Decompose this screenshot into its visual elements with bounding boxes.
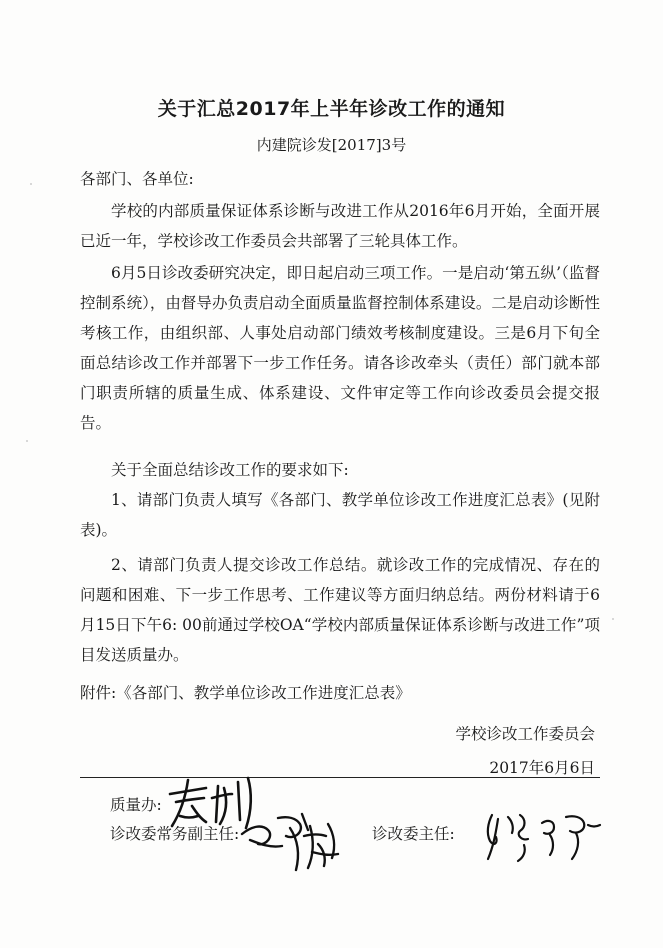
paragraph-requirement-2: 2、请部门负责人提交诊改工作总结。就诊改工作的完成情况、存在的问题和困难、下一步工作思考、工作建议等方面归纳总结。两份材料请于6月15日下午6: 00前通过学校OA“学校内部质量保证体系诊断与改进工作”项目发送质量办。 xyxy=(80,556,600,664)
document-title: 关于汇总2017年上半年诊改工作的通知 xyxy=(157,98,506,120)
scan-speck xyxy=(612,618,614,620)
attachment-line: 附件:《各部门、教学单位诊改工作进度汇总表》 xyxy=(80,684,411,702)
paragraph-decision: 6月5日诊改委研究决定，即日起启动三项工作。一是启动‘第五纵’（监督控制系统），由督导办负责启动全面质量监督控制体系建设。二是启动诊断性考核工作，由组织部、人事处启动部门绩效考核制度建设。三是6月下旬全面总结诊改工作并部署下一步工作任务。请各诊改牵头（责任）部门就本部门职责所辖的质量生成、体系建设、文件审定等工作向诊改委员会提交报告。 xyxy=(80,264,600,432)
issue-date: 2017年6月6日 xyxy=(489,759,595,777)
paragraph-intro: 学校的内部质量保证体系诊断与改进工作从2016年6月开始，全面开展已近一年，学校诊改工作委员会共部署了三轮具体工作。 xyxy=(80,202,600,250)
issuer-name: 学校诊改工作委员会 xyxy=(455,725,595,743)
director-label: 诊改委主任: xyxy=(372,825,455,843)
executive-vice-director-label: 诊改委常务副主任: xyxy=(110,825,240,843)
scan-speck xyxy=(30,183,32,185)
divider-line xyxy=(80,777,600,778)
paragraph-requirement-1: 1、请部门负责人填写《各部门、教学单位诊改工作进度汇总表》(见附表)。 xyxy=(80,491,600,539)
salutation: 各部门、各单位: xyxy=(80,170,194,188)
quality-office-label: 质量办: xyxy=(110,796,162,814)
document-number: 内建院诊发[2017]3号 xyxy=(256,136,407,154)
handwritten-signature-executive-vice-director xyxy=(238,800,348,878)
handwritten-signature-director xyxy=(478,805,608,865)
paragraph-requirements-heading: 关于全面总结诊改工作的要求如下: xyxy=(111,461,349,479)
scan-speck xyxy=(26,440,28,442)
